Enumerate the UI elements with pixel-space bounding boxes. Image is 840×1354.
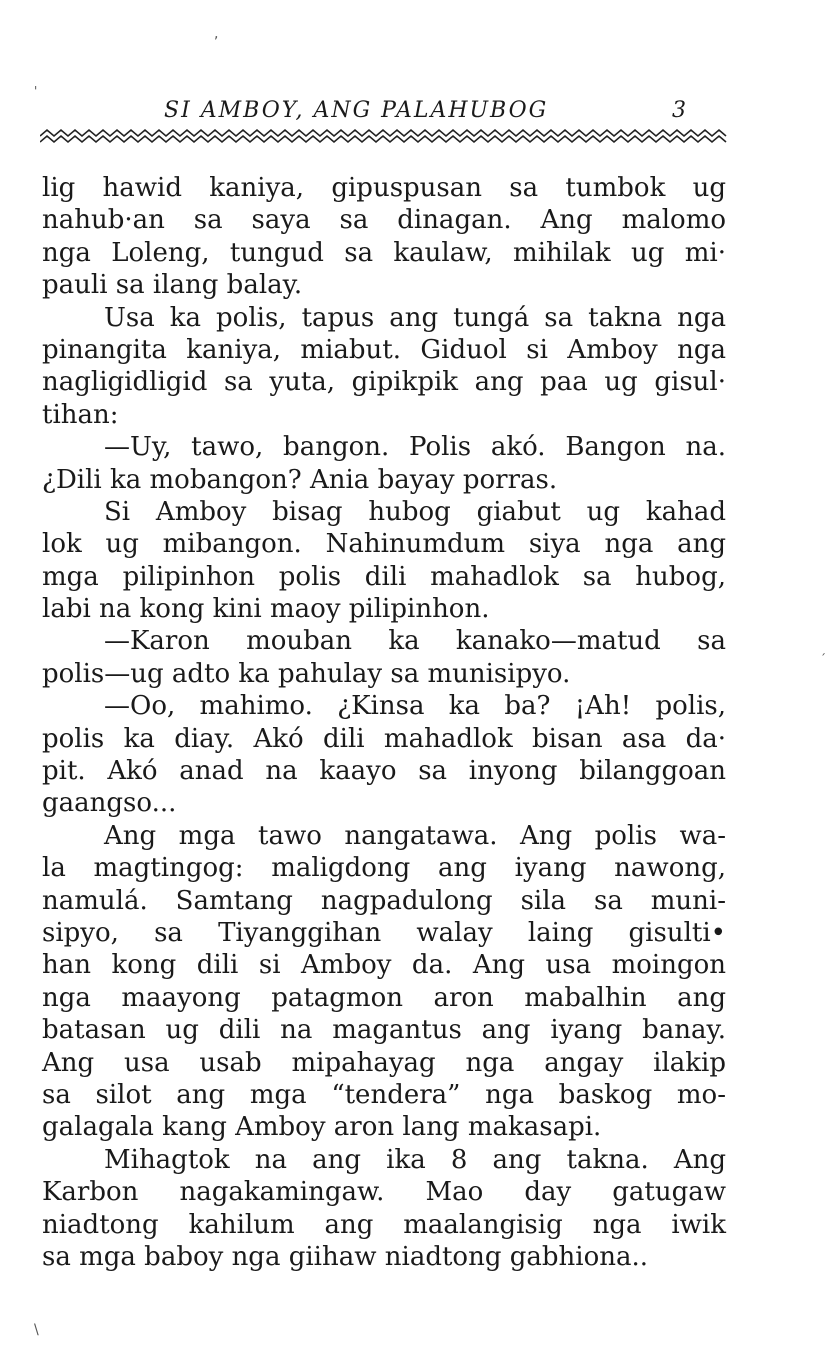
text-line: Ang mga tawo nangatawa. Ang polis wa- (104, 820, 726, 851)
text-line: sa silot ang mga “tendera” nga baskog mo- (42, 1079, 726, 1110)
scan-speck: , (214, 26, 219, 42)
text-line: Karbon nagakamingaw. Mao day gatugaw (42, 1177, 726, 1208)
text-line: lig hawid kaniya, gipuspusan sa tumbok ug (42, 173, 726, 203)
text-line: Si Amboy bisag hubog giabut ug kahad (104, 496, 726, 527)
text-line: namulá. Samtang nagpadulong sila sa muni- (42, 885, 726, 916)
text-line: galagala kang Amboy aron lang makasapi. (42, 1112, 602, 1143)
text-line: Ang usa usab mipahayag nga angay ilakip (42, 1047, 726, 1078)
text-line: gaangso... (42, 788, 177, 819)
text-line: la magtingog: maligdong ang iyang nawong, (42, 853, 726, 884)
scan-speck: \ (34, 1322, 39, 1338)
text-line: —Oo, mahimo. ¿Kinsa ka ba? ¡Ah! polis, (104, 691, 726, 722)
text-line: nahub·an sa saya sa dinagan. Ang malomo (42, 205, 726, 236)
text-line: polis—ug adto ka pahulay sa munisipyo. (42, 658, 571, 689)
text-line: sipyo, sa Tiyanggihan walay laing gisulti• (42, 917, 726, 948)
body-text (42, 172, 726, 1273)
text-line: ¿Dili ka mobangon? Ania bayay porras. (42, 464, 558, 495)
text-line: batasan ug dili na magantus ang iyang banay. (42, 1015, 726, 1046)
text-line: labi na kong kini maoy pilipinhon. (42, 594, 490, 625)
text-line: tihan: (42, 399, 119, 430)
text-line: han kong dili si Amboy da. Ang usa moingon (42, 950, 726, 981)
text-line: niadtong kahilum ang maalangisig nga iwik (42, 1209, 726, 1240)
text-line: nagligidligid sa yuta, gipikpik ang paa ug gisul· (42, 367, 726, 398)
scan-speck: ´ (820, 652, 826, 666)
decorative-zigzag-rule (40, 126, 728, 146)
text-line: sa mga baboy nga giihaw niadtong gabhiona.. (42, 1241, 648, 1272)
text-line: pit. Akó anad na kaayo sa inyong bilanggoan (42, 756, 726, 787)
text-line: lok ug mibangon. Nahinumdum siya nga ang (42, 529, 726, 560)
page-header (40, 98, 730, 128)
text-line: —Uy, tawo, bangon. Polis akó. Bangon na. (104, 432, 726, 463)
text-line: —Karon mouban ka kanako—matud sa (104, 626, 726, 657)
running-title: SI AMBOY, ANG PALAHUBOG (164, 98, 549, 123)
text-line: pauli sa ilang balay. (42, 270, 303, 301)
text-line: Mihagtok na ang ika 8 ang takna. Ang (104, 1144, 726, 1175)
text-line: nga maayong patagmon aron mabalhin ang (42, 982, 726, 1013)
text-line: mga pilipinhon polis dili mahadlok sa hubog, (42, 561, 726, 592)
text-line: polis ka diay. Akó dili mahadlok bisan asa da· (42, 723, 726, 754)
text-line: pinangita kaniya, miabut. Giduol si Amboy nga (42, 334, 726, 365)
page-number: 3 (672, 98, 686, 123)
scan-speck: ' (34, 84, 38, 98)
text-line: nga Loleng, tungud sa kaulaw, mihilak ug mi· (42, 237, 726, 268)
text-line: Usa ka polis, tapus ang tungá sa takna nga (104, 302, 726, 333)
